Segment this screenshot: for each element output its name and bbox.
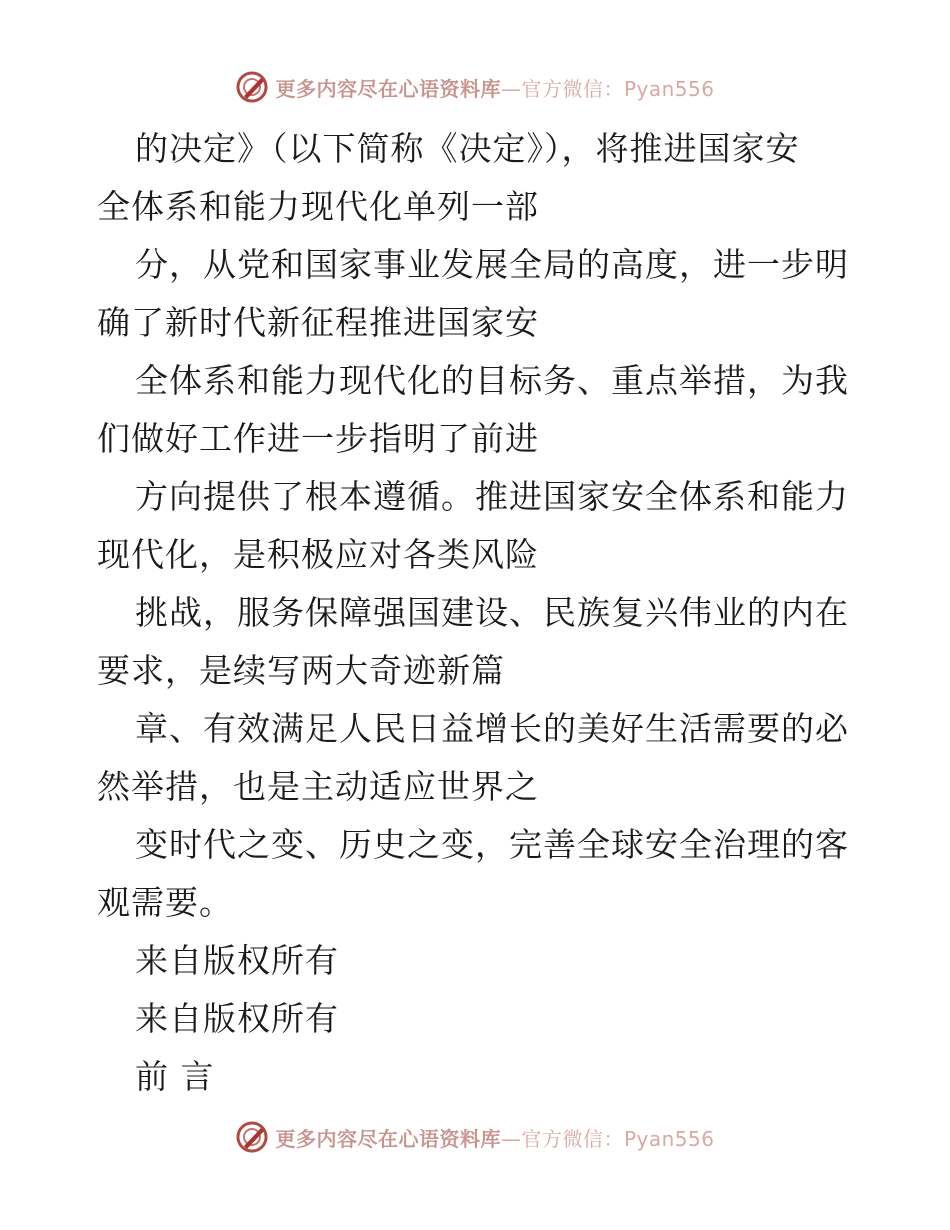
body-text-line: 变时代之变、历史之变，完善全球安全治理的客: [135, 825, 849, 864]
body-text-line: 全体系和能力现代化单列一部: [97, 187, 539, 226]
brand-logo-icon: [235, 1120, 269, 1154]
body-text-line: 分，从党和国家事业发展全局的高度，进一步明: [135, 245, 849, 284]
watermark-text: [275, 73, 714, 102]
document-body: [97, 120, 857, 1106]
watermark-separator: —: [500, 76, 522, 101]
body-text-line: 要求，是续写两大奇迹新篇: [97, 651, 505, 690]
footer-watermark: [0, 1120, 950, 1154]
body-text-line: 的决定》（以下简称《决定》），将推进国家安: [135, 129, 800, 168]
body-text-line: 现代化，是积极应对各类风险: [97, 535, 539, 574]
body-text-line: 观需要。: [97, 883, 233, 922]
body-text-line: 来自版权所有: [135, 941, 339, 980]
watermark-brand: 更多内容尽在心语资料库: [275, 76, 501, 101]
body-text-line: 前 言: [135, 1057, 215, 1096]
brand-logo-icon: [235, 70, 269, 104]
header-watermark: [0, 70, 950, 104]
body-text-line: 来自版权所有: [135, 999, 339, 1038]
body-text-line: 章、有效满足人民日益增长的美好生活需要的必: [135, 709, 849, 748]
watermark-brand: 更多内容尽在心语资料库: [275, 1126, 501, 1151]
watermark-separator: —: [500, 1126, 522, 1151]
body-text-line: 全体系和能力现代化的目标务、重点举措，为我: [135, 361, 849, 400]
body-text-line: 们做好工作进一步指明了前进: [97, 419, 539, 458]
body-text-line: 确了新时代新征程推进国家安: [97, 303, 539, 342]
body-text-line: 方向提供了根本遵循。推进国家安全体系和能力: [135, 477, 849, 516]
body-text-line: 然举措，也是主动适应世界之: [97, 767, 539, 806]
body-text-line: 挑战，服务保障强国建设、民族复兴伟业的内在: [135, 593, 849, 632]
watermark-text: [275, 1123, 714, 1152]
watermark-wechat: 官方微信：Pyan556: [521, 76, 715, 101]
watermark-wechat: 官方微信：Pyan556: [521, 1126, 715, 1151]
